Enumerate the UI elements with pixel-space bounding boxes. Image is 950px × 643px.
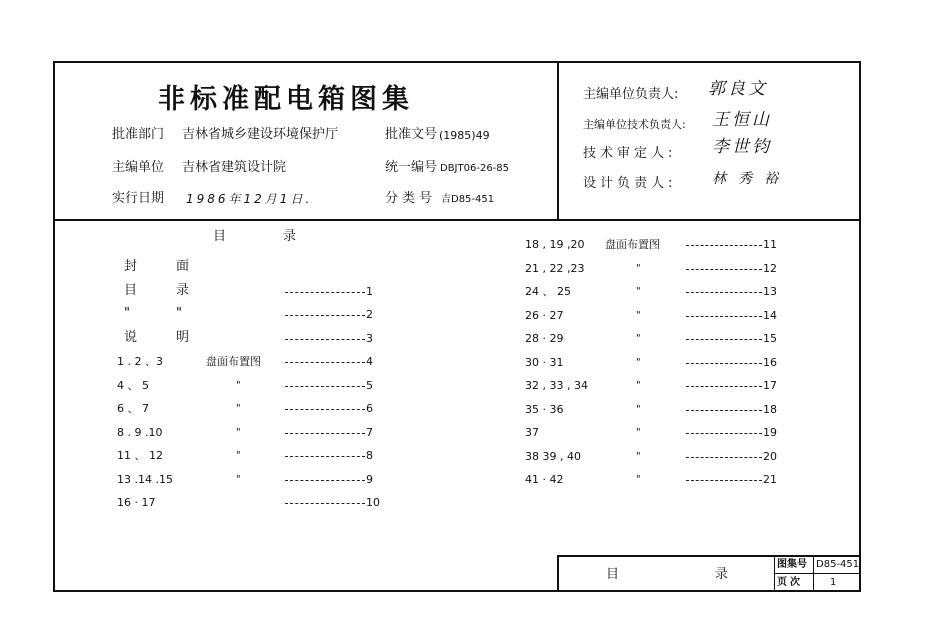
toc-left-item-a: " [124,306,130,321]
approval-doc-label: 批准文号 [385,127,438,142]
header-vertical-divider [557,61,559,220]
toc-right-item-desc: " [636,310,641,321]
titleblock-left-line [557,555,559,592]
toc-right-item-range: 32 , 33 , 34 [525,379,588,392]
toc-right-item-page: 20 [763,450,777,463]
atlas-no-value: D85-451 [816,559,860,570]
titleblock-name-right: 录 [715,567,729,582]
toc-left-item-range: 11 、 12 [117,449,163,462]
toc-right-leader [686,386,762,387]
reviewer-label: 技术审定人: [583,146,677,161]
toc-left-item-a: 说 [124,330,138,345]
toc-right-item-page: 11 [763,238,777,251]
approval-dept-label: 批准部门 [112,127,165,142]
toc-right-item-range: 41 · 42 [525,473,564,486]
toc-left-leader [285,339,365,340]
toc-left-item-page: 10 [366,496,380,509]
toc-left-item-range: 4 、 5 [117,379,149,392]
toc-right-item-range: 37 [525,426,539,439]
toc-right-item-page: 19 [763,426,777,439]
titleblock-name-left: 目 [606,567,620,582]
toc-right-leader [686,480,762,481]
toc-left-item-desc: " [236,450,241,461]
header-divider [53,219,861,221]
editor-unit-label: 主编单位 [112,160,165,175]
toc-right-item-desc: 盘面布置图 [605,238,660,251]
toc-right-item-page: 16 [763,356,777,369]
toc-left-leader [285,480,365,481]
toc-right-item-desc: " [636,474,641,485]
unit-head-label: 主编单位负责人: [583,87,679,102]
toc-left-item-a: 封 [124,259,138,274]
toc-right-item-range: 21 , 22 ,23 [525,262,585,275]
approval-dept-value: 吉林省城乡建设环境保护厅 [182,127,339,142]
toc-left-item-page: 8 [366,449,373,462]
effective-date-label: 实行日期 [112,191,165,206]
toc-right-leader [686,457,762,458]
toc-left-item-desc: 盘面布置图 [206,355,261,368]
toc-left-item-b: 面 [176,259,190,274]
titleblock-row-line [774,573,861,574]
designer-label: 设计负责人: [583,176,677,191]
toc-right-item-page: 21 [763,473,777,486]
toc-right-item-range: 38 39 , 40 [525,450,581,463]
toc-right-item-desc: " [636,380,641,391]
toc-left-item-page: 4 [366,355,373,368]
unit-head-signature: 郭良文 [708,79,768,99]
toc-right-item-page: 12 [763,262,777,275]
toc-left-item-desc: " [236,474,241,485]
toc-right-item-page: 18 [763,403,777,416]
unified-no-value: DBJT06-26-85 [440,163,510,174]
toc-right-item-range: 35 · 36 [525,403,564,416]
page-no-label: 页次 [777,577,803,588]
toc-heading-left: 目 [213,229,227,244]
toc-left-item-b: 录 [176,283,190,298]
atlas-no-label: 图集号 [777,559,807,570]
toc-right-leader [686,433,762,434]
toc-left-item-range: 13 .14 .15 [117,473,173,486]
toc-left-item-page: 9 [366,473,373,486]
reviewer-signature: 李世钧 [712,137,772,157]
toc-right-leader [686,292,762,293]
approval-doc-value: (1985)49 [439,129,490,142]
toc-left-item-b: 明 [176,330,190,345]
toc-right-leader [686,245,762,246]
toc-right-item-range: 24 、 25 [525,285,571,298]
toc-right-item-page: 14 [763,309,777,322]
toc-left-item-range: 16 · 17 [117,496,156,509]
toc-left-leader [285,503,365,504]
toc-left-item-range: 8 . 9 .10 [117,426,163,439]
toc-right-item-page: 13 [763,285,777,298]
toc-left-item-a: 目 [124,283,138,298]
page-no-value: 1 [830,577,837,588]
toc-left-item-page: 3 [366,332,373,345]
toc-left-leader [285,386,365,387]
toc-right-item-page: 15 [763,332,777,345]
toc-heading-right: 录 [283,229,297,244]
toc-left-item-page: 1 [366,285,373,298]
toc-left-leader [285,456,365,457]
class-no-label: 分类号 [385,191,437,206]
toc-right-item-range: 26 · 27 [525,309,564,322]
toc-left-item-page: 6 [366,402,373,415]
toc-right-item-desc: " [636,286,641,297]
toc-right-leader [686,269,762,270]
toc-right-leader [686,363,762,364]
toc-left-leader [285,433,365,434]
toc-right-item-desc: " [636,427,641,438]
toc-left-leader [285,292,365,293]
toc-right-item-page: 17 [763,379,777,392]
toc-right-item-desc: " [636,451,641,462]
toc-right-item-desc: " [636,263,641,274]
toc-left-leader [285,315,365,316]
toc-right-leader [686,339,762,340]
toc-left-leader [285,409,365,410]
tech-head-label: 主编单位技术负责人: [583,118,686,131]
toc-left-item-desc: " [236,380,241,391]
toc-right-item-desc: " [636,404,641,415]
toc-right-item-desc: " [636,333,641,344]
toc-right-item-desc: " [636,357,641,368]
editor-unit-value: 吉林省建筑设计院 [182,160,287,175]
toc-right-leader [686,410,762,411]
toc-left-item-page: 7 [366,426,373,439]
titleblock-top-line [557,555,861,557]
page-title: 非标准配电箱图集 [158,84,414,115]
toc-left-item-range: 1 . 2 、3 [117,355,163,368]
toc-left-item-desc: " [236,427,241,438]
toc-right-leader [686,316,762,317]
toc-left-item-page: 5 [366,379,373,392]
toc-right-item-range: 28 · 29 [525,332,564,345]
toc-left-item-desc: " [236,403,241,414]
toc-right-item-range: 18 , 19 ,20 [525,238,585,251]
toc-left-leader [285,362,365,363]
tech-head-signature: 王恒山 [712,110,772,130]
effective-date-value: 1986年12月1日. [186,192,313,206]
toc-left-item-range: 6 、 7 [117,402,149,415]
designer-signature: 林秀裕 [712,171,790,187]
class-no-value: 吉D85-451 [441,194,495,205]
toc-left-item-b: " [176,306,182,321]
toc-right-item-range: 30 · 31 [525,356,564,369]
unified-no-label: 统一编号 [385,160,438,175]
toc-left-item-page: 2 [366,308,373,321]
